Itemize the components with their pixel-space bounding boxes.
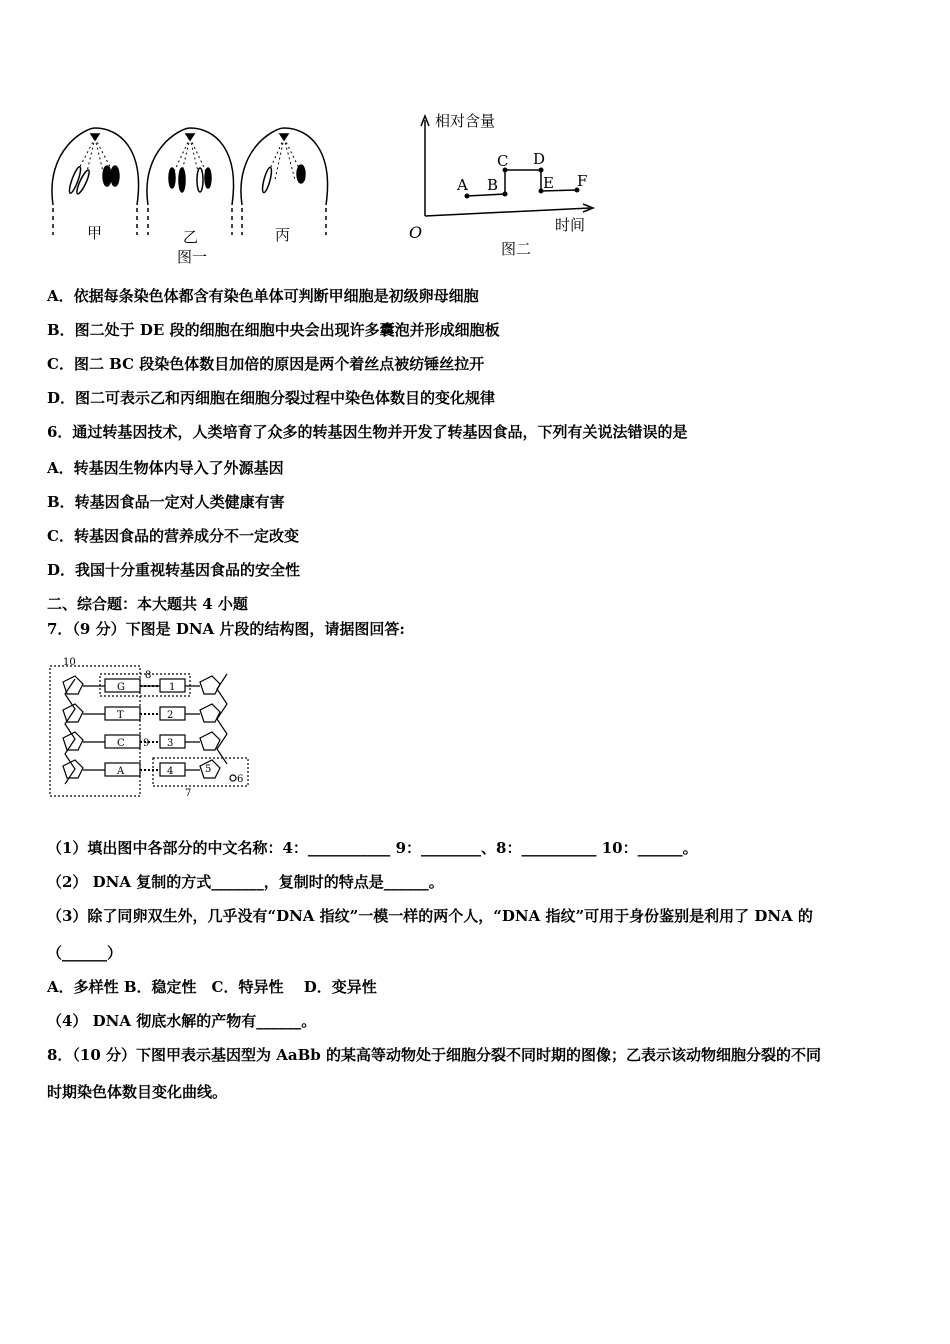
q6-option-c: C．转基因食品的营养成分不一定改变: [47, 527, 299, 545]
x-axis: [425, 208, 590, 216]
section-two-heading: 二、综合题：本大题共 4 小题: [47, 595, 248, 613]
q5-option-a: A．依据每条染色体都含有染色单体可判断甲细胞是初级卵母细胞: [47, 287, 479, 305]
label-8: 8: [145, 670, 152, 681]
q6-stem: 6．通过转基因技术，人类培育了众多的转基因生物并开发了转基因食品，下列有关说法错误的是: [47, 423, 688, 441]
q5-option-b: B．图二处于 DE 段的细胞在细胞中央会出现许多囊泡并形成细胞板: [47, 321, 500, 339]
label-4: 4: [167, 766, 174, 777]
base-g: G: [117, 682, 125, 693]
base-a: A: [117, 766, 125, 777]
cell-bing: [241, 128, 328, 235]
q6-option-b: B．转基因食品一定对人类健康有害: [47, 493, 285, 511]
q7-part-3: （3）除了同卵双生外，几乎没有“DNA 指纹”一模一样的两个人，“DNA 指纹”可用于身份鉴别是利用了 DNA 的: [47, 907, 813, 925]
q7-part-1: （1）填出图中各部分的中文名称：4：___________ 9：________、8：__________ 10：______。: [47, 839, 698, 857]
point-b: B: [487, 176, 499, 194]
point-d: D: [533, 150, 546, 168]
point-c: C: [497, 152, 509, 170]
q8-stem-line-2: 时期染色体数目变化曲线。: [47, 1083, 228, 1101]
label-3: 3: [167, 738, 174, 749]
q7-part-2: （2） DNA 复制的方式_______，复制时的特点是______。: [47, 873, 444, 891]
q8-stem-line-1: 8．（10 分）下图甲表示基因型为 AaBb 的某高等动物处于细胞分裂不同时期的图像；乙表示该动物细胞分裂的不同: [47, 1046, 822, 1064]
q6-option-a: A．转基因生物体内导入了外源基因: [47, 459, 284, 477]
caption-figure-two: 图二: [501, 240, 532, 258]
q5-option-d: D．图二可表示乙和丙细胞在细胞分裂过程中染色体数目的变化规律: [47, 389, 496, 407]
q7-part-3-options: A．多样性 B．稳定性 C．特异性 D．变异性: [47, 978, 377, 996]
y-axis-label: 相对含量: [435, 112, 496, 130]
base-c: C: [117, 738, 125, 749]
label-9: 9: [143, 738, 150, 749]
point-e: E: [543, 174, 554, 192]
q5-option-c: C．图二 BC 段染色体数目加倍的原因是两个着丝点被纺锤丝拉开: [47, 355, 485, 373]
origin-label: O: [409, 223, 423, 242]
x-axis-label: 时间: [555, 216, 586, 234]
q6-option-d: D．我国十分重视转基因食品的安全性: [47, 561, 301, 579]
figure-one: [45, 110, 335, 270]
base-t: T: [117, 710, 124, 721]
cell-yi: [147, 128, 234, 235]
q7-part-4: （4） DNA 彻底水解的产物有______。: [47, 1012, 317, 1030]
point-f: F: [577, 172, 588, 190]
content-curve: [467, 170, 577, 196]
q7-part-3-blank: （______）: [47, 944, 123, 962]
label-2: 2: [167, 710, 174, 721]
label-jia: 甲: [87, 224, 103, 242]
label-1: 1: [169, 682, 176, 693]
point-a: A: [457, 176, 468, 194]
caption-figure-one: 图一: [177, 248, 208, 266]
label-6: 6: [237, 774, 244, 785]
label-bing: 丙: [275, 226, 291, 244]
label-5: 5: [205, 764, 212, 775]
figure-two: [405, 108, 605, 268]
label-7: 7: [185, 788, 192, 799]
dna-structure-diagram: [45, 654, 255, 799]
label-yi: 乙: [183, 228, 199, 246]
label-10: 10: [63, 657, 76, 668]
cell-jia: [52, 128, 139, 235]
q7-stem: 7．（9 分）下图是 DNA 片段的结构图，请据图回答:: [47, 620, 405, 638]
